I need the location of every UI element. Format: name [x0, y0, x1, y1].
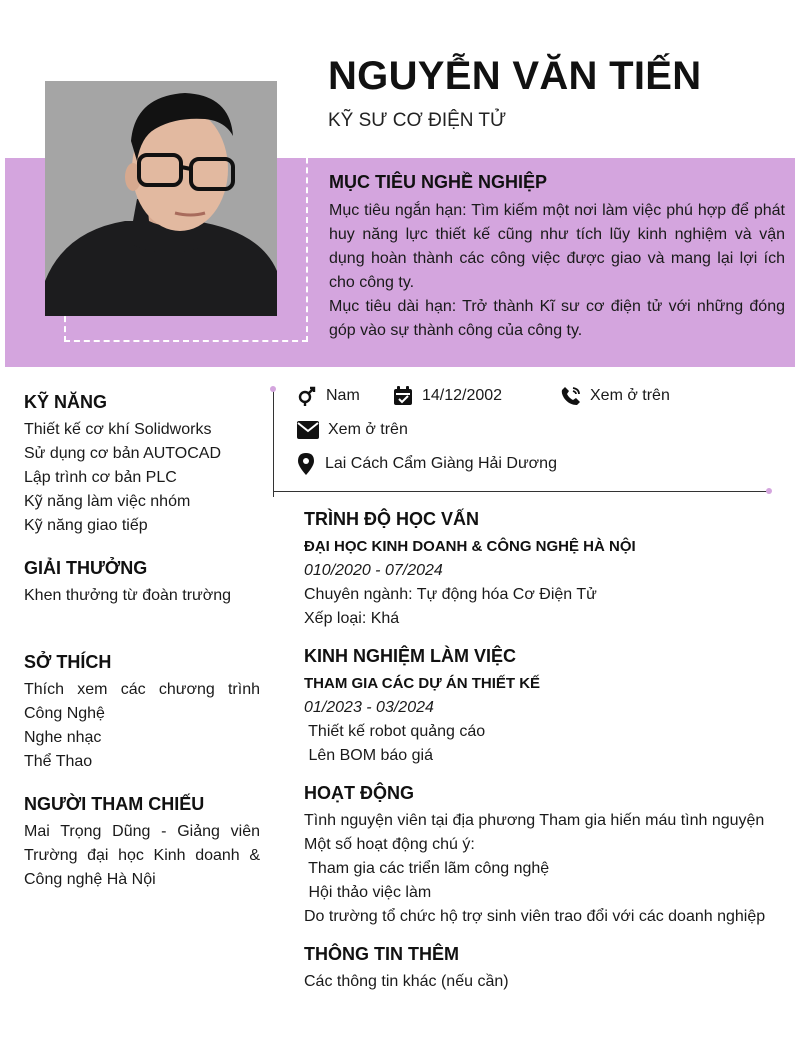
contact-birthday: [392, 385, 502, 407]
email-value: Xem ở trên: [328, 421, 408, 438]
education-period: 010/2020 - 07/2024: [304, 562, 443, 579]
awards-list: [24, 584, 231, 608]
divider-dot: [270, 386, 276, 392]
experience-period: 01/2023 - 03/2024: [304, 699, 434, 716]
experience-item: Lên BOM báo giá: [304, 747, 433, 764]
education-major: Chuyên ngành: Tự động hóa Cơ Điện Tử: [304, 586, 597, 603]
phone-icon: [560, 385, 582, 407]
references-title: NGƯỜI THAM CHIẾU: [24, 794, 205, 814]
education-title: TRÌNH ĐỘ HỌC VẤN: [304, 509, 479, 529]
profile-photo: [45, 81, 277, 316]
contact-phone: [560, 385, 670, 407]
contact-gender: [296, 385, 360, 407]
contact-address: [296, 453, 557, 475]
extra-title: THÔNG TIN THÊM: [304, 944, 459, 964]
skill-item: Sử dụng cơ bản AUTOCAD: [24, 445, 221, 462]
references-text: Mai Trọng Dũng - Giảng viên Trường đại học Kinh doanh & Công nghệ Hà Nội: [24, 823, 260, 888]
contact-divider-vertical: [273, 389, 274, 497]
contact-divider-horizontal: [273, 491, 770, 492]
objective-text: [329, 199, 785, 343]
calendar-icon: [392, 385, 414, 407]
activities-title: HOẠT ĐỘNG: [304, 783, 414, 803]
objective-title: MỤC TIÊU NGHỀ NGHIỆP: [329, 172, 548, 192]
candidate-role: KỸ SƯ CƠ ĐIỆN TỬ: [328, 110, 507, 131]
extra-text: Các thông tin khác (nếu cần): [304, 973, 509, 990]
hobbies-list: [24, 678, 260, 774]
objective-long-term: Mục tiêu dài hạn: Trở thành Kĩ sư cơ điện tử với những đóng góp vào sự thành công của công ty.: [329, 298, 785, 339]
activity-line: Tình nguyện viên tại địa phương Tham gia hiến máu tình nguyện: [304, 812, 765, 829]
skill-item: Kỹ năng giao tiếp: [24, 517, 148, 534]
gender-icon: [296, 385, 318, 407]
activity-line: Một số hoạt động chú ý:: [304, 836, 475, 853]
skill-item: Kỹ năng làm việc nhóm: [24, 493, 191, 510]
phone-value: Xem ở trên: [590, 387, 670, 404]
contact-email: [296, 419, 408, 441]
candidate-name: NGUYỄN VĂN TIẾN: [328, 54, 702, 98]
awards-title: GIẢI THƯỞNG: [24, 558, 148, 578]
skill-item: Lập trình cơ bản PLC: [24, 469, 177, 486]
birthday-value: 14/12/2002: [422, 387, 503, 404]
address-value: Lai Cách Cẩm Giàng Hải Dương: [325, 455, 557, 472]
activity-line: Hội thảo việc làm: [304, 884, 432, 901]
education-school: ĐẠI HỌC KINH DOANH & CÔNG NGHỆ HÀ NỘI: [304, 538, 636, 555]
email-icon: [296, 419, 320, 441]
activity-line: Do trường tổ chức hộ trợ sinh viên trao đổi với các doanh nghiệp: [304, 908, 766, 925]
experience-title: KINH NGHIỆM LÀM VIỆC: [304, 646, 517, 666]
divider-dot: [766, 488, 772, 494]
education-grade: Xếp loại: Khá: [304, 610, 400, 627]
skill-item: Thiết kế cơ khí Solidworks: [24, 421, 212, 438]
skills-list: [24, 418, 221, 538]
hobby-item: Nghe nhạc: [24, 729, 102, 746]
activity-line: Tham gia các triển lãm công nghệ: [304, 860, 550, 877]
hobbies-title: SỞ THÍCH: [24, 652, 112, 672]
award-item: Khen thưởng từ đoàn trường: [24, 587, 232, 604]
hobby-item: Thể Thao: [24, 753, 93, 770]
experience-item: Thiết kế robot quảng cáo: [304, 723, 486, 740]
location-icon: [296, 453, 316, 475]
objective-short-term: Mục tiêu ngắn hạn: Tìm kiếm một nơi làm việc phú hợp để phát huy năng lực thiết kế cũng như tích lũy kinh nghiệm và vận dụng hoàn thành các công việc được giao và mang lại lợi ích cho công ty.: [329, 202, 785, 291]
hobby-item: Thích xem các chương trình Công Nghệ: [24, 681, 260, 722]
gender-value: Nam: [326, 387, 360, 404]
experience-role: THAM GIA CÁC DỰ ÁN THIẾT KẾ: [304, 675, 541, 692]
skills-title: KỸ NĂNG: [24, 392, 108, 412]
